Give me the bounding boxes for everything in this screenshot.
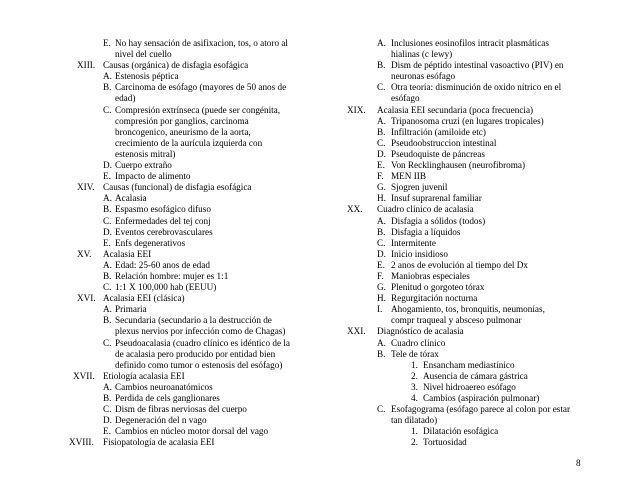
outline-marker: XXI. xyxy=(347,326,366,337)
outline-text: Inicio insidioso xyxy=(391,248,448,259)
outline-text: esófago xyxy=(391,93,420,104)
outline-marker: 1. xyxy=(411,426,418,437)
outline-text: Acalasia xyxy=(115,193,147,204)
outline-line xyxy=(335,82,597,93)
outline-marker: F. xyxy=(377,270,384,281)
outline-line xyxy=(73,382,320,393)
outline-line xyxy=(335,138,597,149)
outline-line xyxy=(335,338,597,349)
outline-line xyxy=(73,371,320,382)
outline-text: definido como tumor o estenosis del esófago) xyxy=(115,359,283,370)
outline-marker: E. xyxy=(103,38,111,48)
outline-marker: A. xyxy=(103,381,112,392)
outline-text: Acalasia EEI secundaria (poca frecuencia) xyxy=(377,104,534,115)
outline-line xyxy=(69,437,320,448)
outline-marker: B. xyxy=(377,60,386,71)
outline-marker: A. xyxy=(103,193,112,204)
outline-text: Pseudoacalasia (cuadro clínico es idéntico de la xyxy=(115,337,291,348)
outline-text: Acalasia EEI (clásica) xyxy=(103,293,185,304)
outline-text: Infiltración (amiloide etc) xyxy=(391,126,486,137)
outline-line xyxy=(73,116,320,127)
outline-marker: E. xyxy=(377,259,385,270)
outline-line xyxy=(335,360,597,371)
outline-marker: 4. xyxy=(411,393,418,403)
outline-line xyxy=(73,304,320,315)
outline-text: Secundaria (secundario a la destrucción de xyxy=(115,315,272,326)
outline-marker: B. xyxy=(377,226,386,237)
outline-line xyxy=(73,138,320,149)
outline-text: hialinas (c lewy) xyxy=(391,49,453,60)
outline-line xyxy=(335,393,597,404)
outline-marker: A. xyxy=(103,259,112,270)
outline-text: Espasmo esofágico difuso xyxy=(115,204,211,215)
outline-marker: B. xyxy=(377,348,386,359)
outline-marker: XV. xyxy=(77,248,92,259)
outline-text: Nivel hidroaereo esófago xyxy=(423,381,516,392)
outline-marker: H. xyxy=(377,293,386,304)
outline-text: Esofagograma (esófago parece al colon por estar xyxy=(391,404,571,415)
outline-line xyxy=(73,193,320,204)
outline-text: 2 anos de evolución al tiempo del Dx xyxy=(391,259,529,270)
outline-line xyxy=(335,371,597,382)
outline-line xyxy=(73,271,320,282)
outline-text: Cambios (aspiración pulmonar) xyxy=(423,393,540,403)
outline-marker: XVIII. xyxy=(69,437,94,448)
outline-text: crecimiento de la aurícula izquierda con xyxy=(115,137,263,148)
outline-line xyxy=(335,171,597,182)
outline-line xyxy=(335,93,597,104)
outline-marker: XVII. xyxy=(73,370,95,381)
outline-text: Dism de péptido intestinal vasoactivo (PIV) en xyxy=(391,60,564,71)
outline-text: No hay sensación de asifixacion, tos, o atoro al xyxy=(115,38,288,48)
outline-marker: B. xyxy=(103,393,112,403)
outline-line xyxy=(73,360,320,371)
outline-line xyxy=(73,216,320,227)
outline-marker: 2. xyxy=(411,437,418,448)
outline-marker: A. xyxy=(377,38,386,48)
outline-text: Otra teoría: disminución de oxido nítrico en el xyxy=(391,82,562,93)
outline-marker: D. xyxy=(103,415,112,426)
outline-text: Causas (orgánica) de disfagia esofágica xyxy=(103,60,249,71)
outline-text: Sjogren juvenil xyxy=(391,182,448,193)
left-column xyxy=(69,38,320,448)
outline-line xyxy=(73,49,320,60)
outline-text: Inclusiones eosinofilos intracit plasmáticas xyxy=(391,38,549,48)
outline-marker: E. xyxy=(377,160,385,171)
outline-text: Ausencia de cámara gástrica xyxy=(423,370,528,381)
outline-text: Enfs degenerativos xyxy=(115,237,186,248)
outline-line xyxy=(73,60,320,71)
outline-marker: D. xyxy=(103,160,112,171)
outline-marker: 3. xyxy=(411,381,418,392)
outline-text: Acalasia EEI xyxy=(103,248,152,259)
outline-text: Cambios en núcleo motor dorsal del vago xyxy=(115,426,269,437)
outline-line xyxy=(335,105,597,116)
outline-marker: C. xyxy=(377,404,386,415)
outline-marker: H. xyxy=(377,193,386,204)
outline-text: Fisiopatología de acalasia EEI xyxy=(103,437,215,448)
outline-marker: 2. xyxy=(411,370,418,381)
outline-line xyxy=(335,426,597,437)
outline-line xyxy=(335,227,597,238)
outline-line xyxy=(335,71,597,82)
outline-line xyxy=(73,171,320,182)
outline-text: Cuerpo extraño xyxy=(115,160,172,171)
outline-line xyxy=(73,349,320,360)
outline-line xyxy=(335,260,597,271)
outline-line xyxy=(335,349,597,360)
outline-line xyxy=(73,82,320,93)
outline-line xyxy=(73,227,320,238)
outline-text: Etiología acalasia EEI xyxy=(103,370,185,381)
outline-line xyxy=(335,193,597,204)
outline-line xyxy=(73,149,320,160)
outline-line xyxy=(335,249,597,260)
outline-marker: I. xyxy=(377,304,383,315)
outline-line xyxy=(73,38,320,49)
outline-text: MEN IIB xyxy=(391,171,426,182)
outline-text: Impacto de alimento xyxy=(115,171,191,182)
outline-marker: B. xyxy=(103,270,112,281)
outline-text: Primaria xyxy=(115,304,147,315)
outline-marker: C. xyxy=(377,237,386,248)
outline-marker: A. xyxy=(103,304,112,315)
outline-marker: 1. xyxy=(411,359,418,370)
outline-marker: D. xyxy=(103,226,112,237)
outline-text: Tele de tórax xyxy=(391,348,439,359)
outline-marker: XIX. xyxy=(347,104,366,115)
outline-text: Edad: 25-60 anos de edad xyxy=(115,259,210,270)
outline-line xyxy=(335,282,597,293)
outline-line xyxy=(73,404,320,415)
outline-line xyxy=(73,426,320,437)
outline-marker: C. xyxy=(103,282,112,293)
outline-line xyxy=(73,93,320,104)
outline-text: Cuadro clínico xyxy=(391,337,446,348)
outline-line xyxy=(335,293,597,304)
outline-text: edad) xyxy=(115,93,136,104)
outline-line xyxy=(335,415,597,426)
outline-line xyxy=(335,116,597,127)
outline-text: Relación hombre: mujer es 1:1 xyxy=(115,270,229,281)
outline-text: Cuadro clínico de acalasia xyxy=(377,204,474,215)
outline-marker: A. xyxy=(103,71,112,82)
outline-line xyxy=(335,38,597,49)
outline-marker: B. xyxy=(103,315,112,326)
outline-line xyxy=(335,437,597,448)
outline-line xyxy=(73,415,320,426)
outline-text: estenosis mitral) xyxy=(115,148,176,159)
outline-line xyxy=(335,127,597,138)
outline-text: compresión por ganglios, carcinoma xyxy=(115,115,249,126)
outline-marker: F. xyxy=(377,171,384,182)
outline-text: Enfermedades del tej conj xyxy=(115,215,211,226)
outline-line xyxy=(335,326,597,337)
outline-line xyxy=(73,326,320,337)
outline-text: Insuf suprarenal familiar xyxy=(391,193,482,204)
outline-text: Causas (funcional) de disfagia esofágica xyxy=(103,182,252,193)
page-number: 8 xyxy=(576,458,581,468)
outline-marker: C. xyxy=(103,215,112,226)
outline-text: Tortuosidad xyxy=(423,437,467,448)
outline-marker: B. xyxy=(103,82,112,93)
outline-text: Pseudoquiste de páncreas xyxy=(391,148,485,159)
outline-line xyxy=(73,315,320,326)
outline-marker: C. xyxy=(377,82,386,93)
outline-line xyxy=(335,238,597,249)
outline-marker: A. xyxy=(377,215,386,226)
outline-marker: C. xyxy=(103,104,112,115)
outline-text: plexus nervios por infección como de Chagas) xyxy=(115,326,286,337)
outline-line xyxy=(335,382,597,393)
outline-line xyxy=(335,182,597,193)
outline-text: Ensancham mediastínico xyxy=(423,359,515,370)
outline-line xyxy=(335,160,597,171)
outline-marker: XVI. xyxy=(77,293,96,304)
outline-text: Intermitente xyxy=(391,237,436,248)
outline-line xyxy=(73,160,320,171)
outline-marker: E. xyxy=(103,237,111,248)
outline-text: Von Recklinghausen (neurofibroma) xyxy=(391,160,526,171)
outline-marker: XIV. xyxy=(77,182,95,193)
outline-line xyxy=(73,282,320,293)
outline-marker: B. xyxy=(377,126,386,137)
right-column xyxy=(335,38,597,448)
outline-text: Compresión extrínseca (puede ser congénita, xyxy=(115,104,281,115)
outline-marker: G. xyxy=(377,282,386,293)
outline-marker: XIII. xyxy=(77,60,96,71)
outline-marker: D. xyxy=(377,248,386,259)
outline-text: tan dilatado) xyxy=(391,415,438,426)
outline-line xyxy=(335,315,597,326)
outline-line xyxy=(73,182,320,193)
outline-text: compr traqueal y absceso pulmonar xyxy=(391,315,522,326)
outline-marker: D. xyxy=(377,148,386,159)
outline-line xyxy=(73,238,320,249)
outline-line xyxy=(335,271,597,282)
outline-text: de acalasia pero producido por entidad bien xyxy=(115,348,276,359)
outline-marker: XX. xyxy=(347,204,363,215)
outline-text: Pseudoobstruccion intestinal xyxy=(391,137,497,148)
outline-line xyxy=(335,49,597,60)
outline-marker: C. xyxy=(377,137,386,148)
outline-marker: A. xyxy=(377,337,386,348)
outline-marker: E. xyxy=(103,171,111,182)
outline-text: Diagnóstico de acalasia xyxy=(377,326,464,337)
outline-text: Disfagia a sólidos (todos) xyxy=(391,215,486,226)
outline-line xyxy=(335,204,597,215)
outline-text: nivel del cuello xyxy=(115,49,172,60)
outline-line xyxy=(73,204,320,215)
outline-marker: G. xyxy=(377,182,386,193)
outline-text: broncogenico, aneurismo de la aorta, xyxy=(115,126,251,137)
outline-line xyxy=(73,105,320,116)
outline-line xyxy=(73,127,320,138)
outline-marker: C. xyxy=(103,337,112,348)
outline-line xyxy=(73,293,320,304)
outline-line xyxy=(73,393,320,404)
outline-marker: A. xyxy=(377,115,386,126)
outline-text: Tripanosoma cruzi (en lugares tropicales) xyxy=(391,115,544,126)
outline-text: Dism de fibras nerviosas del cuerpo xyxy=(115,404,247,415)
outline-marker: C. xyxy=(103,404,112,415)
outline-text: Estenosis péptica xyxy=(115,71,179,82)
outline-line xyxy=(73,71,320,82)
outline-text: Eventos cerebrovasculares xyxy=(115,226,213,237)
outline-line xyxy=(335,404,597,415)
outline-line xyxy=(73,260,320,271)
outline-text: 1:1 X 100,000 hab (EEUU) xyxy=(115,282,217,293)
outline-line xyxy=(73,338,320,349)
outline-line xyxy=(73,249,320,260)
outline-text: Carcinoma de esófago (mayores de 50 anos de xyxy=(115,82,287,93)
outline-text: neuronas esófago xyxy=(391,71,456,82)
outline-text: Degeneración del n vago xyxy=(115,415,207,426)
outline-text: Cambios neuroanatómicos xyxy=(115,381,213,392)
outline-line xyxy=(335,149,597,160)
outline-line xyxy=(335,304,597,315)
outline-text: Regurgitación nocturna xyxy=(391,293,478,304)
outline-line xyxy=(335,216,597,227)
outline-text: Plenitud o gorgoteo tórax xyxy=(391,282,485,293)
outline-line xyxy=(335,60,597,71)
outline-text: Perdida de cels ganglionares xyxy=(115,393,220,403)
outline-marker: E. xyxy=(103,426,111,437)
outline-text: Ahogamiento, tos, bronquitis, neumonías, xyxy=(391,304,545,315)
outline-marker: B. xyxy=(103,204,112,215)
outline-text: Disfagia a líquidos xyxy=(391,226,461,237)
outline-text: Dilatación esofágica xyxy=(423,426,499,437)
outline-text: Maniobras especiales xyxy=(391,270,470,281)
